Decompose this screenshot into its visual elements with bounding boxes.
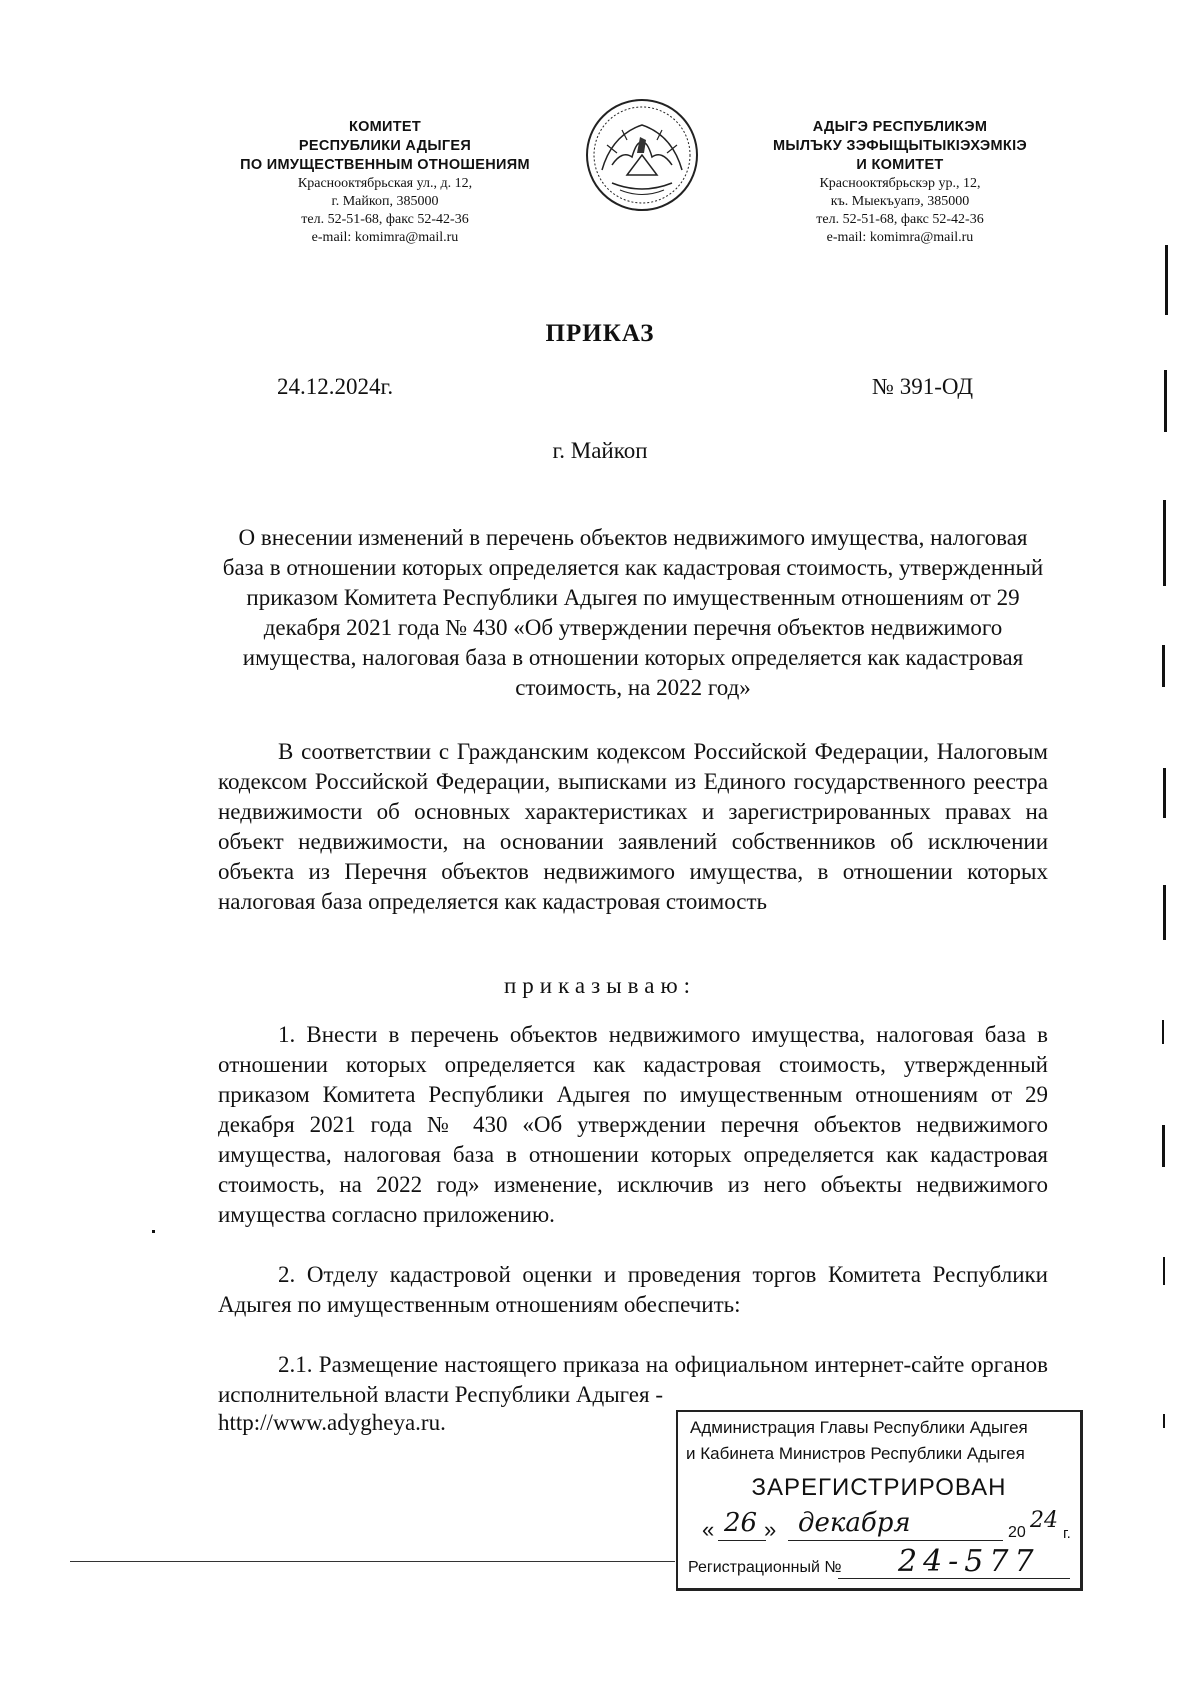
item-2-paragraph: 2. Отделу кадастровой оценки и проведения торгов Комитета Республики Адыгея по имущественным отношениям обеспечить:: [218, 1262, 1048, 1317]
org-name-ady-line2: МЫЛЪКУ ЗЭФЫЩЫТЫКІЭХЭМКІЭ: [772, 138, 1028, 154]
stamp-day-underline: [718, 1540, 766, 1541]
letterhead-right: [720, 118, 1080, 247]
scan-mark: [1163, 885, 1166, 940]
document-city: г. Майкоп: [552, 438, 648, 463]
org-name-ru-line2: РЕСПУБЛИКИ АДЫГЕЯ: [298, 138, 472, 154]
address-ady-line1: Краснооктябрьскэр ур., 12,: [819, 176, 981, 191]
scan-mark: [1163, 1414, 1165, 1428]
address-ady-line3: тел. 52-51-68, факс 52-42-36: [816, 212, 984, 227]
stamp-authority-line2: и Кабинета Министров Республики Адыгея: [686, 1444, 1025, 1463]
stamp-year-suffix: г.: [1063, 1525, 1071, 1542]
stamp-reg-underline: [838, 1578, 1070, 1579]
org-name-ady-line1: АДЫГЭ РЕСПУБЛИКЭМ: [812, 119, 988, 135]
scan-mark: [1163, 768, 1166, 818]
stamp-day-handwritten: 26: [724, 1508, 758, 1538]
stamp-status: ЗАРЕГИСТРИРОВАН: [751, 1474, 1007, 1501]
scan-mark: [1163, 1257, 1165, 1285]
scan-mark: [1163, 500, 1166, 586]
org-name-ru-line1: КОМИТЕТ: [348, 119, 422, 135]
preamble-paragraph: В соответствии с Гражданским кодексом Российской Федерации, Налоговым кодексом Российской Федерации, выписками из Единого государственного реестра недвижимости об основных характеристиках и зарегистрированных правах на объект недвижимости, на основании заявлений собственников об исключении объекта из Перечня объектов недвижимого имущества, в отношении которых налоговая база определяется как кадастровая стоимость: [218, 739, 1048, 914]
address-ru-line1: Краснооктябрьская ул., д. 12,: [297, 176, 473, 191]
document-subject: О внесении изменений в перечень объектов недвижимого имущества, налоговая база в отношении которых определяется как кадастровая стоимость, утвержденный приказом Комитета Республики Адыгея по имущественным отношениям от 29 декабря 2021 года № 430 «Об утверждении перечня объектов недвижимого имущества, налоговая база в отношении которых определяется как кадастровая стоимость, на 2022 год»: [222, 525, 1044, 700]
scan-mark: [1162, 645, 1165, 687]
decree-word: приказываю:: [503, 973, 697, 998]
address-ru-line4: e-mail: komimra@mail.ru: [311, 230, 459, 245]
address-ady-line4: e-mail: komimra@mail.ru: [826, 230, 974, 245]
item-1-paragraph: 1. Внести в перечень объектов недвижимого имущества, налоговая база в отношении которых определяется как кадастровая стоимость, утвержденный приказом Комитета Республики Адыгея по имущественным отношениям от 29 декабря 2021 года № 430 «Об утверждении перечня объектов недвижимого имущества, налоговая база в отношении которых определяется как кадастровая стоимость, на 2022 год» изменение, исключив из него объекты недвижимого имущества согласно приложению.: [218, 1022, 1048, 1227]
stamp-reg-label: Регистрационный №: [688, 1559, 842, 1576]
document-title: ПРИКАЗ: [545, 320, 655, 347]
registration-stamp: [676, 1410, 1083, 1591]
stamp-month-handwritten: декабря: [798, 1508, 911, 1538]
scan-mark: [1164, 370, 1167, 432]
letterhead-left: [175, 118, 595, 247]
org-name-ru-line3: ПО ИМУЩЕСТВЕННЫМ ОТНОШЕНИЯМ: [240, 157, 530, 173]
org-name-ady-line3: И КОМИТЕТ: [856, 157, 944, 173]
stamp-year-prefix: 20: [1008, 1524, 1026, 1541]
stamp-month-underline: [788, 1540, 1003, 1541]
scan-dot: [152, 1230, 155, 1233]
scan-mark: [1162, 1125, 1165, 1167]
coat-of-arms-icon: [582, 95, 702, 215]
stamp-authority-line1: Администрация Главы Республики Адыгея: [690, 1418, 1028, 1437]
scan-mark: [1162, 1020, 1164, 1044]
scan-mark: [1165, 245, 1168, 315]
stamp-day-open-quote: «: [702, 1517, 715, 1542]
stamp-day-close-quote: »: [764, 1517, 777, 1542]
website-url: http://www.adygheya.ru.: [218, 1410, 446, 1435]
address-ru-line3: тел. 52-51-68, факс 52-42-36: [301, 212, 469, 227]
stamp-year-handwritten: 24: [1030, 1508, 1058, 1533]
stamp-reg-number-handwritten: 24-577: [898, 1544, 1040, 1579]
document-number: № 391-ОД: [872, 374, 974, 399]
bottom-divider-line: [70, 1561, 675, 1562]
item-2-1-paragraph: 2.1. Размещение настоящего приказа на официальном интернет-сайте органов исполнительной власти Республики Адыгея -: [218, 1352, 1048, 1407]
document-date: 24.12.2024г.: [277, 374, 394, 399]
address-ru-line2: г. Майкоп, 385000: [331, 194, 439, 209]
address-ady-line2: къ. Мыекъуапэ, 385000: [830, 194, 970, 209]
